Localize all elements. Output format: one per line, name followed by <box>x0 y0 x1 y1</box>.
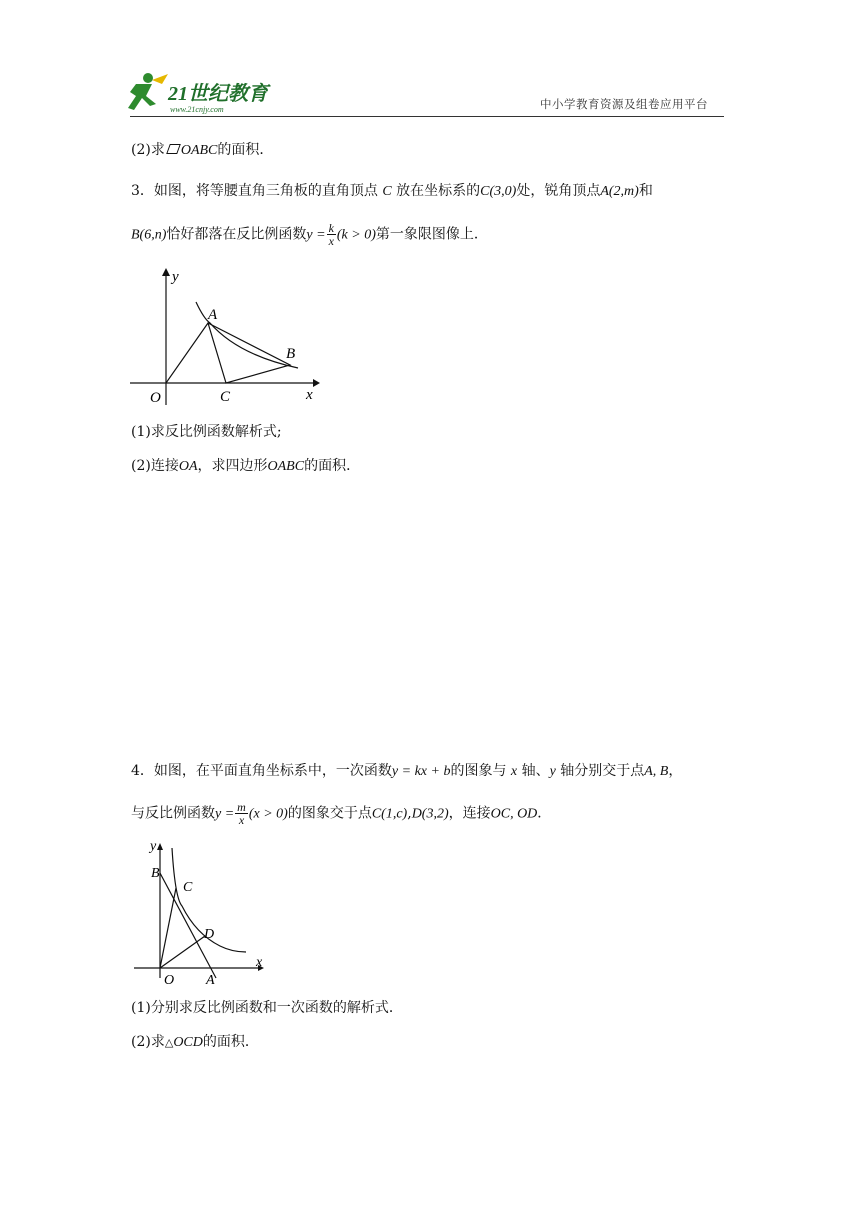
q3-stem-line2: B(6,n)恰好都落在反比例函数y = $\frac{k}{x}$ (k > 0)第一象限图像上． <box>131 221 488 248</box>
logo-url: www.21cnjy.com <box>170 105 224 114</box>
site-name: 中小学教育资源及组卷应用平台 <box>540 97 708 111</box>
q3-label-y: y <box>172 269 179 285</box>
q4-segment-OC <box>160 888 176 968</box>
q3-part2: (2)连接OA，求四边形OABC的面积． <box>131 458 361 474</box>
q4-label-C: C <box>183 880 193 895</box>
q3-x-arrow <box>313 379 320 387</box>
q3-figure <box>128 265 328 410</box>
q4-fraction: $\frac{m}{x}$ <box>237 800 246 827</box>
q3-label-A: A <box>208 307 218 323</box>
q3-y-arrow <box>162 268 170 276</box>
q3-label-x: x <box>306 387 313 403</box>
q4-figure <box>128 838 278 988</box>
q4-stem-line2: 与反比例函数y = $\frac{m}{x}$ (x > 0)的图象交于点C(1,c),D(3,2)，连接OC, OD． <box>131 800 552 827</box>
q4-stem-line1: 4．如图，在平面直角坐标系中，一次函数y = kx + b的图象与 x 轴、y 轴分别交于点A, B， <box>131 763 683 779</box>
q2-part2: (2)求 OABC的面积． <box>131 142 274 158</box>
q4-y-arrow <box>157 843 163 850</box>
q4-part2: (2)求△OCD的面积． <box>131 1034 259 1050</box>
q4-label-B: B <box>151 866 160 881</box>
q4-label-D: D <box>204 927 215 942</box>
q4-label-A: A <box>206 973 215 988</box>
q3-stem-line1: 3．如图，将等腰直角三角板的直角顶点 C 放在坐标系的C(3,0)处，锐角顶点A(2,m)和 <box>131 183 653 199</box>
q3-label-B: B <box>286 346 296 362</box>
logo-text: 21世纪教育 <box>168 83 268 105</box>
q4-label-y: y <box>150 839 157 854</box>
q4-segment-OD <box>160 936 205 968</box>
q3-quadrilateral <box>166 323 290 383</box>
q3-part1: (1)求反比例函数解析式; <box>131 424 282 440</box>
q3-label-O: O <box>150 390 161 406</box>
q4-label-O: O <box>164 973 175 988</box>
q3-label-C: C <box>220 389 231 405</box>
q3-fraction: $\frac{k}{x}$ <box>328 221 334 248</box>
q4-label-x: x <box>256 955 263 970</box>
site-logo <box>122 70 292 116</box>
header-divider <box>130 116 724 117</box>
parallelogram-icon <box>166 144 181 154</box>
q4-part1: (1)分别求反比例函数和一次函数的解析式． <box>131 1000 403 1016</box>
